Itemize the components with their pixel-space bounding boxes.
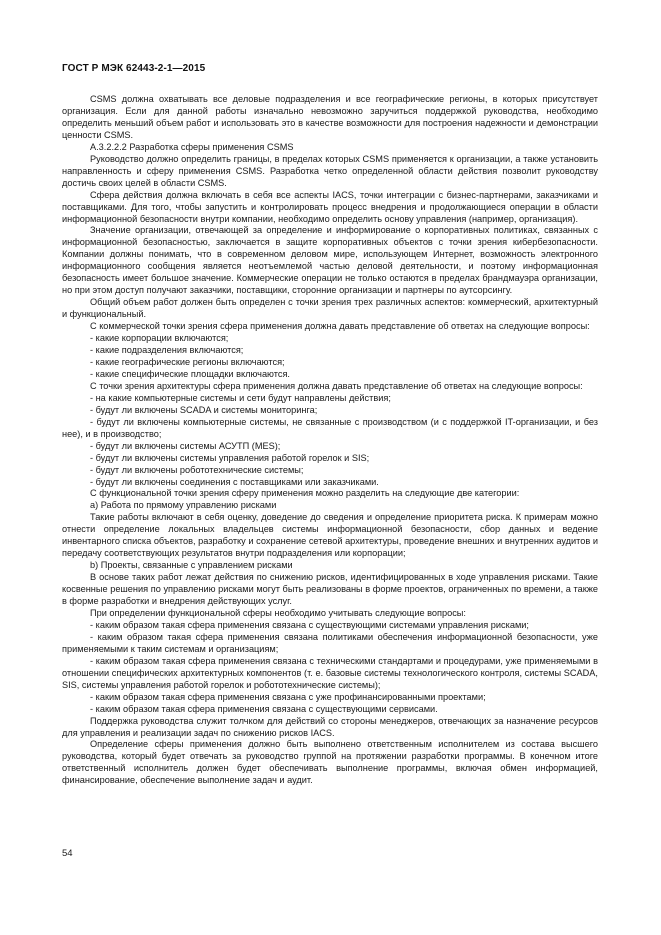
paragraph: Руководство должно определить границы, в пределах которых CSMS применяется к организации, а также установить направленность и сферу применения CSMS. Разработка четко определенной области действия позволит руководству достичь своих целей в области CSMS. [62, 153, 598, 188]
paragraph: Значение организации, отвечающей за определение и информирование о корпоративных политиках, связанных с информационной безопасностью, заключается в защите корпоративных объектов с точки зрения кибербезопасности. Компании должны понимать, что в современном деловом мире, использующем Интернет, возможность электронного информационного сообщения является неотъемлемой частью деловой деятельности, и поэтому информационная безопасность имеет большое значение. Коммерческие операции не только остаются в пределах брандмауэра организации, но при этом доступ получают заказчики, поставщики, сторонние организации и партнеры по аутсорсингу. [62, 225, 598, 296]
list-item: - будут ли включены соединения с поставщиками или заказчиками. [90, 476, 379, 487]
paragraph: Поддержка руководства служит толчком для действий со стороны менеджеров, отвечающих за назначение ресурсов для управления и реализации задач по снижению рисков IACS. [62, 715, 598, 738]
paragraph: В основе таких работ лежат действия по снижению рисков, идентифицированных в ходе управления рисками. Такие косвенные решения по управлению рисками могут быть реализованы в форме проектов, ограниченных по времени, а также в форме разработки и внедрения действующих услуг. [62, 572, 598, 607]
paragraph: С коммерческой точки зрения сфера применения должна давать представление об ответах на следующие вопросы: [90, 321, 590, 332]
paragraph: При определении функциональной сферы необходимо учитывать следующие вопросы: [90, 607, 466, 618]
paragraph: Сфера действия должна включать в себя все аспекты IACS, точки интеграции с бизнес-партнерами, заказчиками и поставщиками. Для того, чтобы запустить и контролировать процесс внедрения и продолжающиеся операции в области информационной безопасности внутри компании, необходимо определить основу управления (например, организация). [62, 189, 598, 224]
paragraph: С точки зрения архитектуры сфера применения должна давать представление об ответах на следующие вопросы: [90, 380, 583, 391]
document-body [62, 94, 598, 787]
list-item: - будут ли включены системы АСУТП (MES); [90, 440, 281, 451]
list-item: - каким образом такая сфера применения связана с уже профинансированными проектами; [90, 691, 486, 702]
page-number: 54 [62, 848, 73, 859]
list-item: - будут ли включены системы управления работой горелок и SIS; [90, 452, 370, 463]
subheading: b) Проекты, связанные с управлением рисками [90, 560, 293, 571]
paragraph: Такие работы включают в себя оценку, доведение до сведения и определение приоритета риска. К примерам можно отнести определение локальных владельцев системы информационной безопасности, сбор данных и ведение инвентарного списка объектов, разработку и сохранение сетевой архитектуры, проведение внешних и внутренних аудитов и передачу соответствующих результатов внутри подразделения или корпорации; [62, 512, 598, 559]
paragraph: С функциональной точки зрения сферу применения можно разделить на следующие две категории: [90, 488, 520, 499]
list-item: - какие подразделения включаются; [90, 345, 244, 356]
paragraph: CSMS должна охватывать все деловые подразделения и все географические регионы, в которых присутствует организация. Если для данной работы изначально невозможно заручиться поддержкой руководства, необходимо определить меньший объем работ и использовать это в качестве возможности для построения надежности и демонстрации ценности CSMS. [62, 94, 598, 140]
list-item: - какие корпорации включаются; [90, 333, 229, 344]
subheading: а) Работа по прямому управлению рисками [90, 500, 277, 511]
list-item: - будут ли включены робототехнические системы; [90, 464, 304, 475]
paragraph: Общий объем работ должен быть определен с точки зрения трех различных аспектов: коммерческий, архитектурный и функциональный. [62, 297, 598, 320]
list-item: - какие специфические площадки включаются. [90, 368, 290, 379]
section-heading: A.3.2.2.2 Разработка сферы применения CSMS [90, 141, 294, 152]
list-item: - будут ли включены компьютерные системы, не связанные с производством (и с поддержкой IT-организации, и без нее), и в производство; [62, 416, 598, 439]
list-item: - каким образом такая сфера применения связана с существующими сервисами. [90, 703, 438, 714]
paragraph: Определение сферы применения должно быть выполнено ответственным исполнителем из состава высшего руководства, который будет отвечать за руководство группой на протяжении разработки программы. В конечном итоге ответственный исполнитель должен будет обеспечивать выполнение программы, включая обмен информацией, финансирование, обеспечение выполнение задач и аудит. [62, 739, 598, 786]
list-item: - на какие компьютерные системы и сети будут направлены действия; [90, 392, 391, 403]
list-item: - какие географические регионы включаются; [90, 356, 285, 367]
document-header: ГОСТ Р МЭК 62443-2-1—2015 [62, 63, 206, 74]
list-item: - будут ли включены SCADA и системы мониторинга; [90, 404, 318, 415]
list-item: - каким образом такая сфера применения связана политиками обеспечения информационной безопасности, уже применяемыми к таким системам и организациям; [62, 631, 598, 654]
list-item: - каким образом такая сфера применения связана с техническими стандартами и процедурами, уже применяемыми в отношении специфических архитектурных компонентов (т. е. базовые системы технологического контроля, системы SCADA, SIS, системы управления работой горелок и робототехнические системы); [62, 655, 598, 690]
list-item: - каким образом такая сфера применения связана с существующими системами управления рисками; [90, 619, 529, 630]
